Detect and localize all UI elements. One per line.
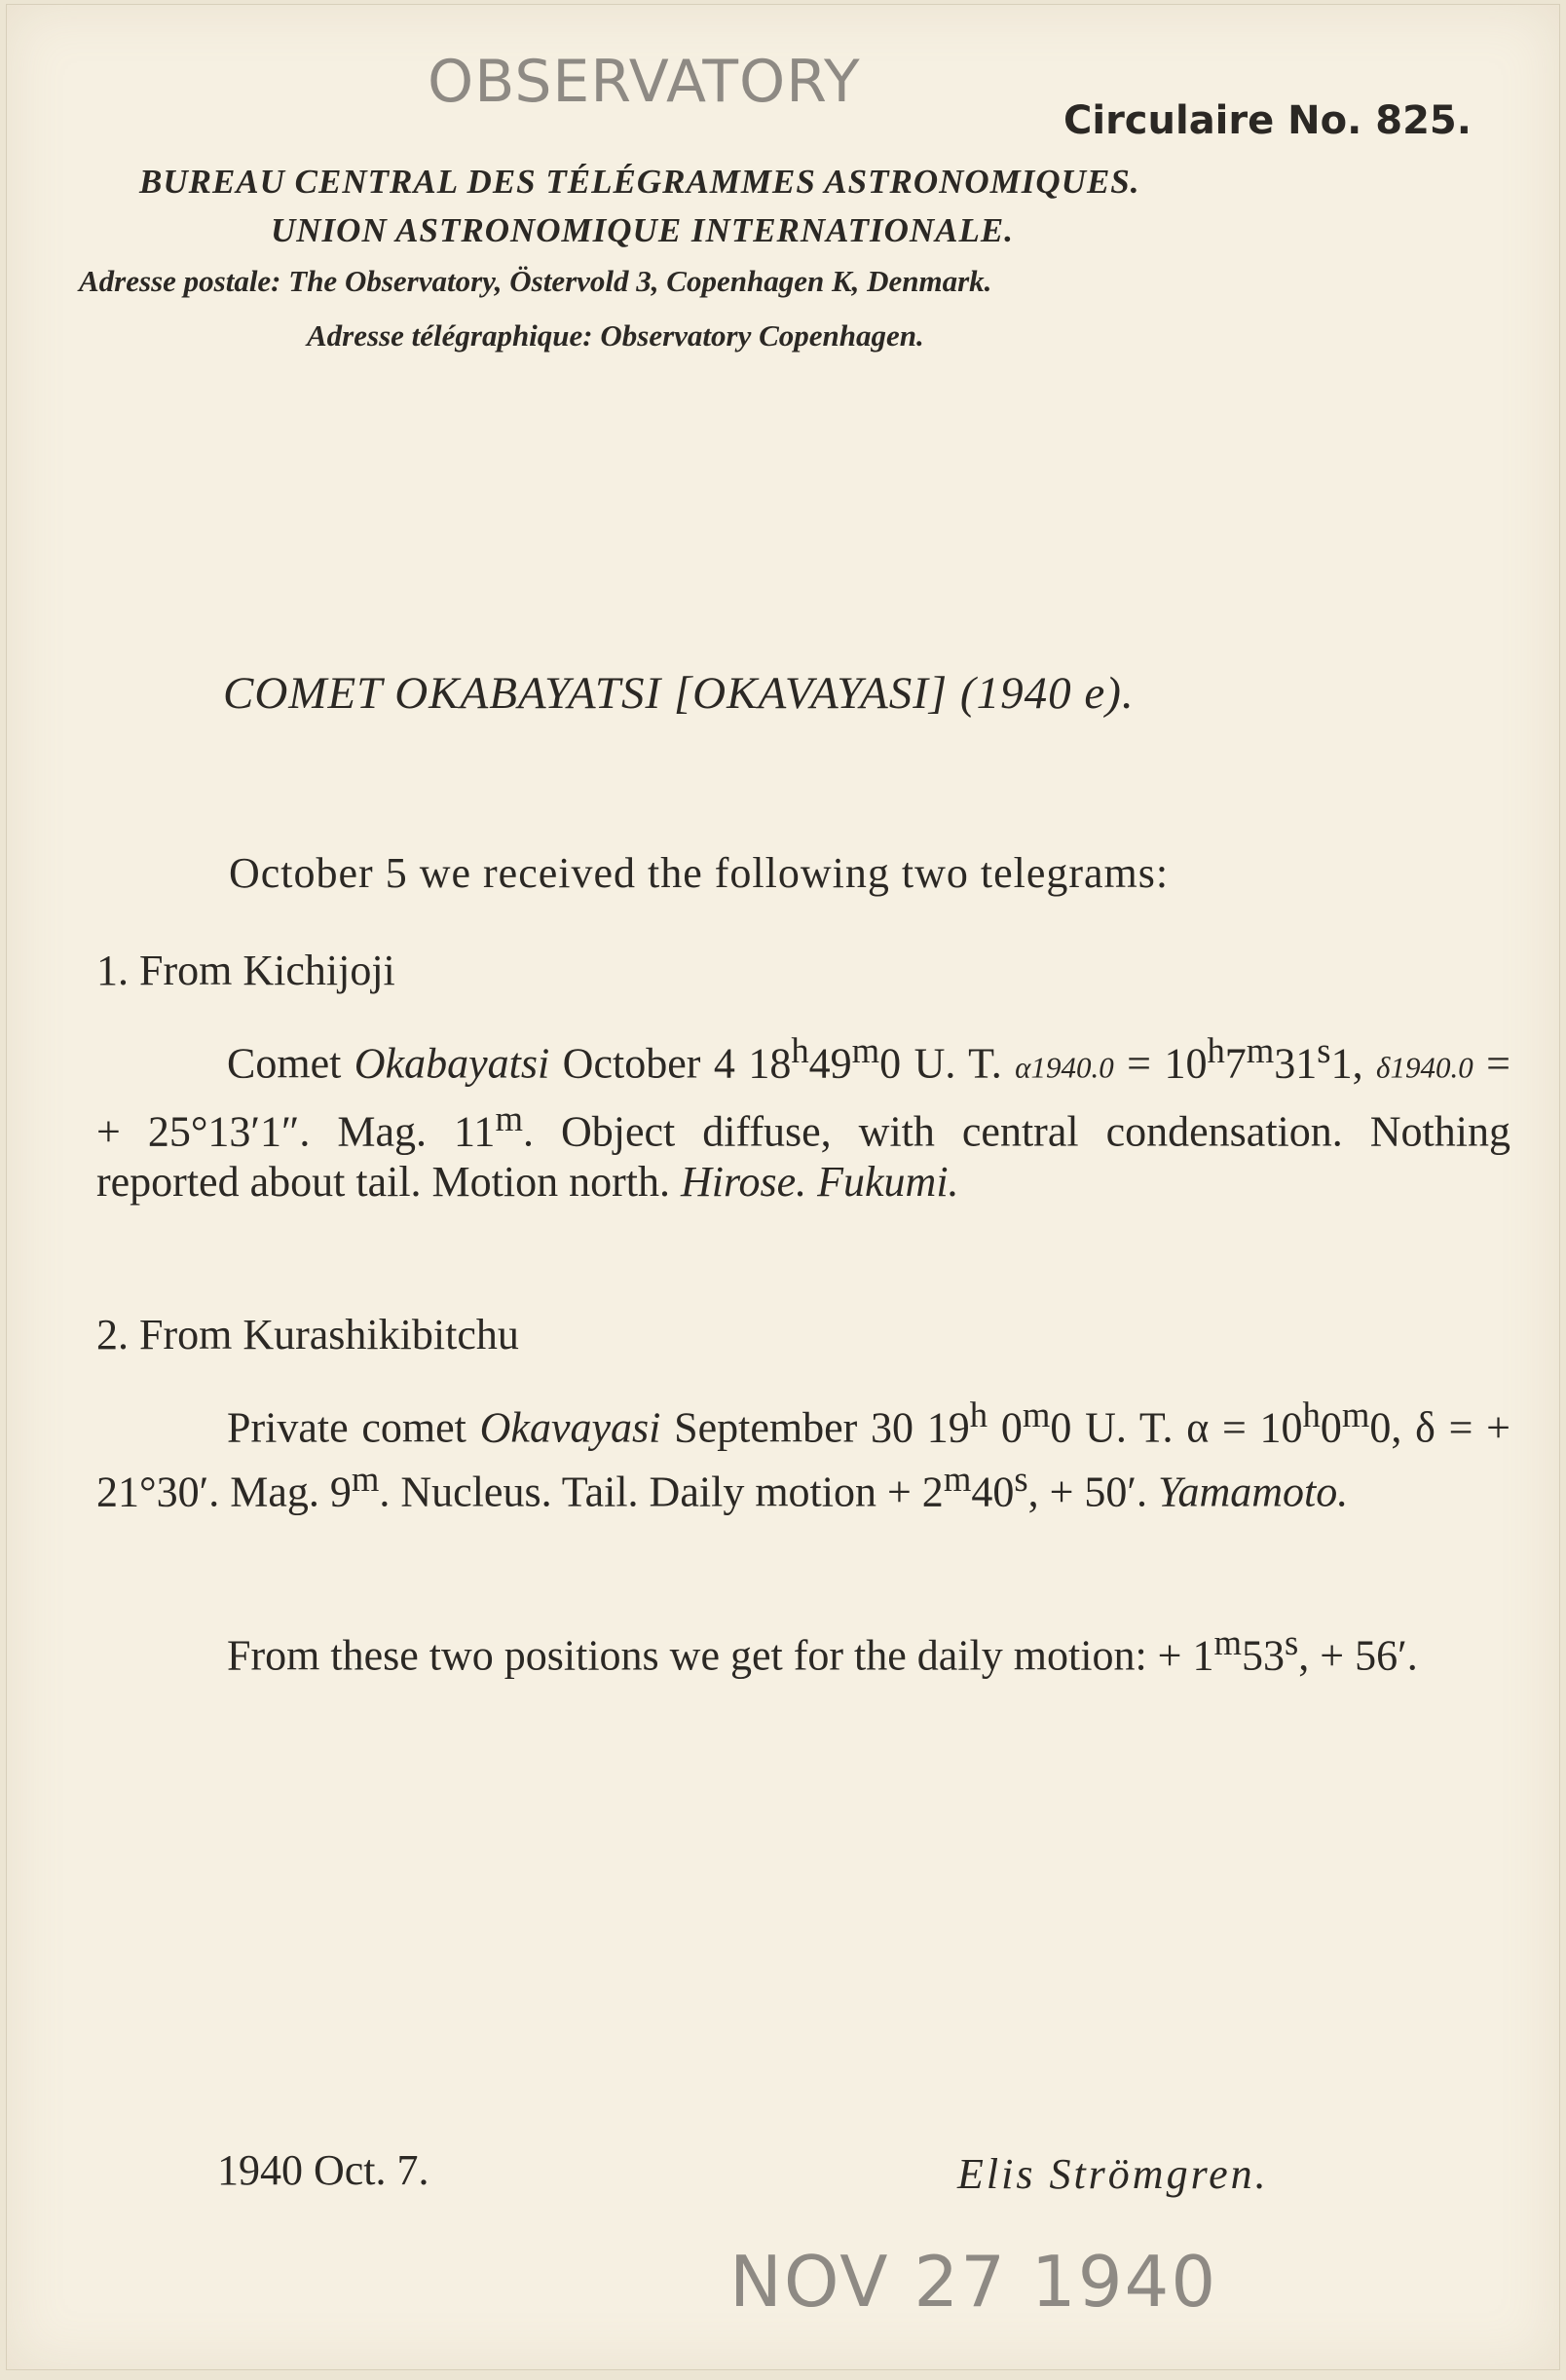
bureau-heading: BUREAU CENTRAL DES TÉLÉGRAMMES ASTRONOMIQUES. (139, 163, 1140, 201)
telegram-1-heading: 1. From Kichijoji (96, 947, 395, 994)
conclusion-text: From these two positions we get for the daily motion: + $1^m53^s$, + 56′. (227, 1622, 1418, 1680)
circular-number: Circulaire No. 825. (1063, 98, 1472, 143)
intro-text: October 5 we received the following two telegrams: (229, 849, 1170, 897)
issue-date: 1940 Oct. 7. (217, 2146, 429, 2194)
telegram-2-heading: 2. From Kurashikibitchu (96, 1311, 519, 1358)
circular-card (6, 4, 1560, 2370)
telegram-1-observers: Hirose. Fukumi. (681, 1158, 959, 1207)
postal-address: Adresse postale: The Observatory, Östervold 3, Copenhagen K, Denmark. (79, 264, 992, 298)
telegram-2-body: Private comet Okavayasi September 30 19$^h$ 0$^m$0 U. T. $\alpha = 10^h0^m0$, δ = + 21°30′. Mag. 9$^m$. Nucleus. Tail. Daily motion + $2^m40^s$, + 50′. Yamamoto. (96, 1395, 1510, 1516)
telegram-1-body: Comet Okabayatsi October 4 18$^h$49$^m$0 U. T. $\alpha 1940.0 = 10^h7^m31^s1$, δ1940.0 = + 25°13′1″. Mag. 11$^m$. Object diffuse, with central condensation. Nothing reported about tail. Motion north. Hirose. Fukumi. (96, 1030, 1511, 1207)
received-date-stamp: NOV 27 1940 (729, 2241, 1218, 2323)
page-title: COMET OKABAYATSI [OKAVAYASI] (1940 e). (223, 668, 1135, 719)
telegram-2-observers: Yamamoto. (1158, 1468, 1349, 1516)
observatory-stamp: OBSERVATORY (428, 48, 861, 116)
telegraphic-address: Adresse télégraphique: Observatory Copenhagen. (307, 318, 924, 353)
union-heading: UNION ASTRONOMIQUE INTERNATIONALE. (271, 211, 1014, 249)
signature: Elis Strömgren. (957, 2150, 1269, 2198)
